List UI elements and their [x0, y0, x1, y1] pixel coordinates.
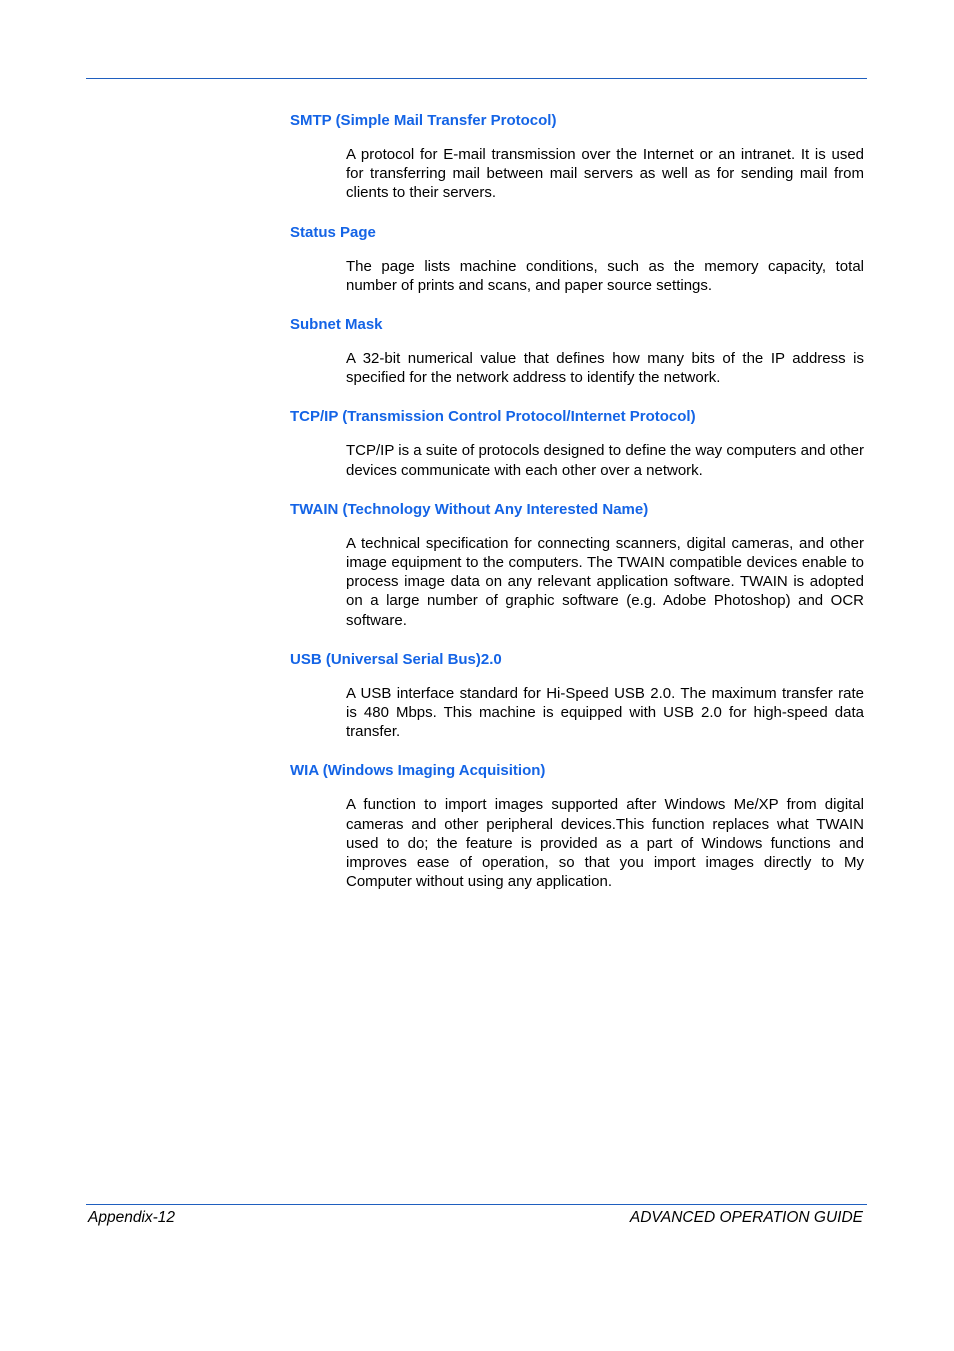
glossary-definition: A technical specification for connecting scanners, digital cameras, and other image equipment to the computers. The TWAIN compatible devices enable to process image data on any relevant application software. TWAIN is adopted on a large number of graphic software (e.g. Adobe Photoshop) and OCR software.: [346, 534, 864, 629]
glossary-content: [290, 111, 865, 891]
glossary-term: Subnet Mask: [290, 316, 383, 334]
footer-guide-title: ADVANCED OPERATION GUIDE: [629, 1209, 863, 1226]
glossary-entry-subnet-mask: [290, 315, 865, 387]
header-rule: [86, 78, 867, 79]
glossary-entry-wia: [290, 761, 865, 891]
glossary-definition: TCP/IP is a suite of protocols designed to define the way computers and other devices communicate with each other over a network.: [346, 442, 864, 479]
footer-page-label: Appendix-12: [88, 1209, 176, 1226]
glossary-definition: A function to import images supported after Windows Me/XP from digital cameras and other peripheral devices.This function replaces what TWAIN used to do; the feature is provided as a part of Windows functions and improves ease of operation, so that you import images directly to My Computer without using any application.: [346, 796, 864, 891]
glossary-definition: The page lists machine conditions, such as the memory capacity, total number of prints and scans, and paper source settings.: [346, 257, 864, 294]
glossary-term: TCP/IP (Transmission Control Protocol/Internet Protocol): [290, 408, 696, 426]
glossary-definition: A USB interface standard for Hi-Speed USB 2.0. The maximum transfer rate is 480 Mbps. This machine is equipped with USB 2.0 for high-speed data transfer.: [346, 684, 864, 741]
glossary-definition: A 32-bit numerical value that defines how many bits of the IP address is specified for the network address to identify the network.: [346, 350, 864, 387]
glossary-definition: A protocol for E-mail transmission over the Internet or an intranet. It is used for transferring mail between mail servers as well as for sending mail from clients to their servers.: [346, 146, 864, 202]
glossary-entry-tcp-ip: [290, 407, 865, 479]
glossary-term: SMTP (Simple Mail Transfer Protocol): [290, 112, 557, 129]
glossary-term: USB (Universal Serial Bus)2.0: [290, 650, 502, 668]
glossary-entry-twain: [290, 500, 865, 630]
glossary-entry-smtp: [290, 111, 865, 203]
glossary-entry-usb: [290, 650, 865, 742]
glossary-term: TWAIN (Technology Without Any Interested Name): [290, 500, 649, 518]
glossary-entry-status-page: [290, 223, 865, 295]
footer-rule: [86, 1204, 867, 1205]
glossary-term: Status Page: [290, 223, 376, 241]
glossary-term: WIA (Windows Imaging Acquisition): [290, 762, 546, 780]
